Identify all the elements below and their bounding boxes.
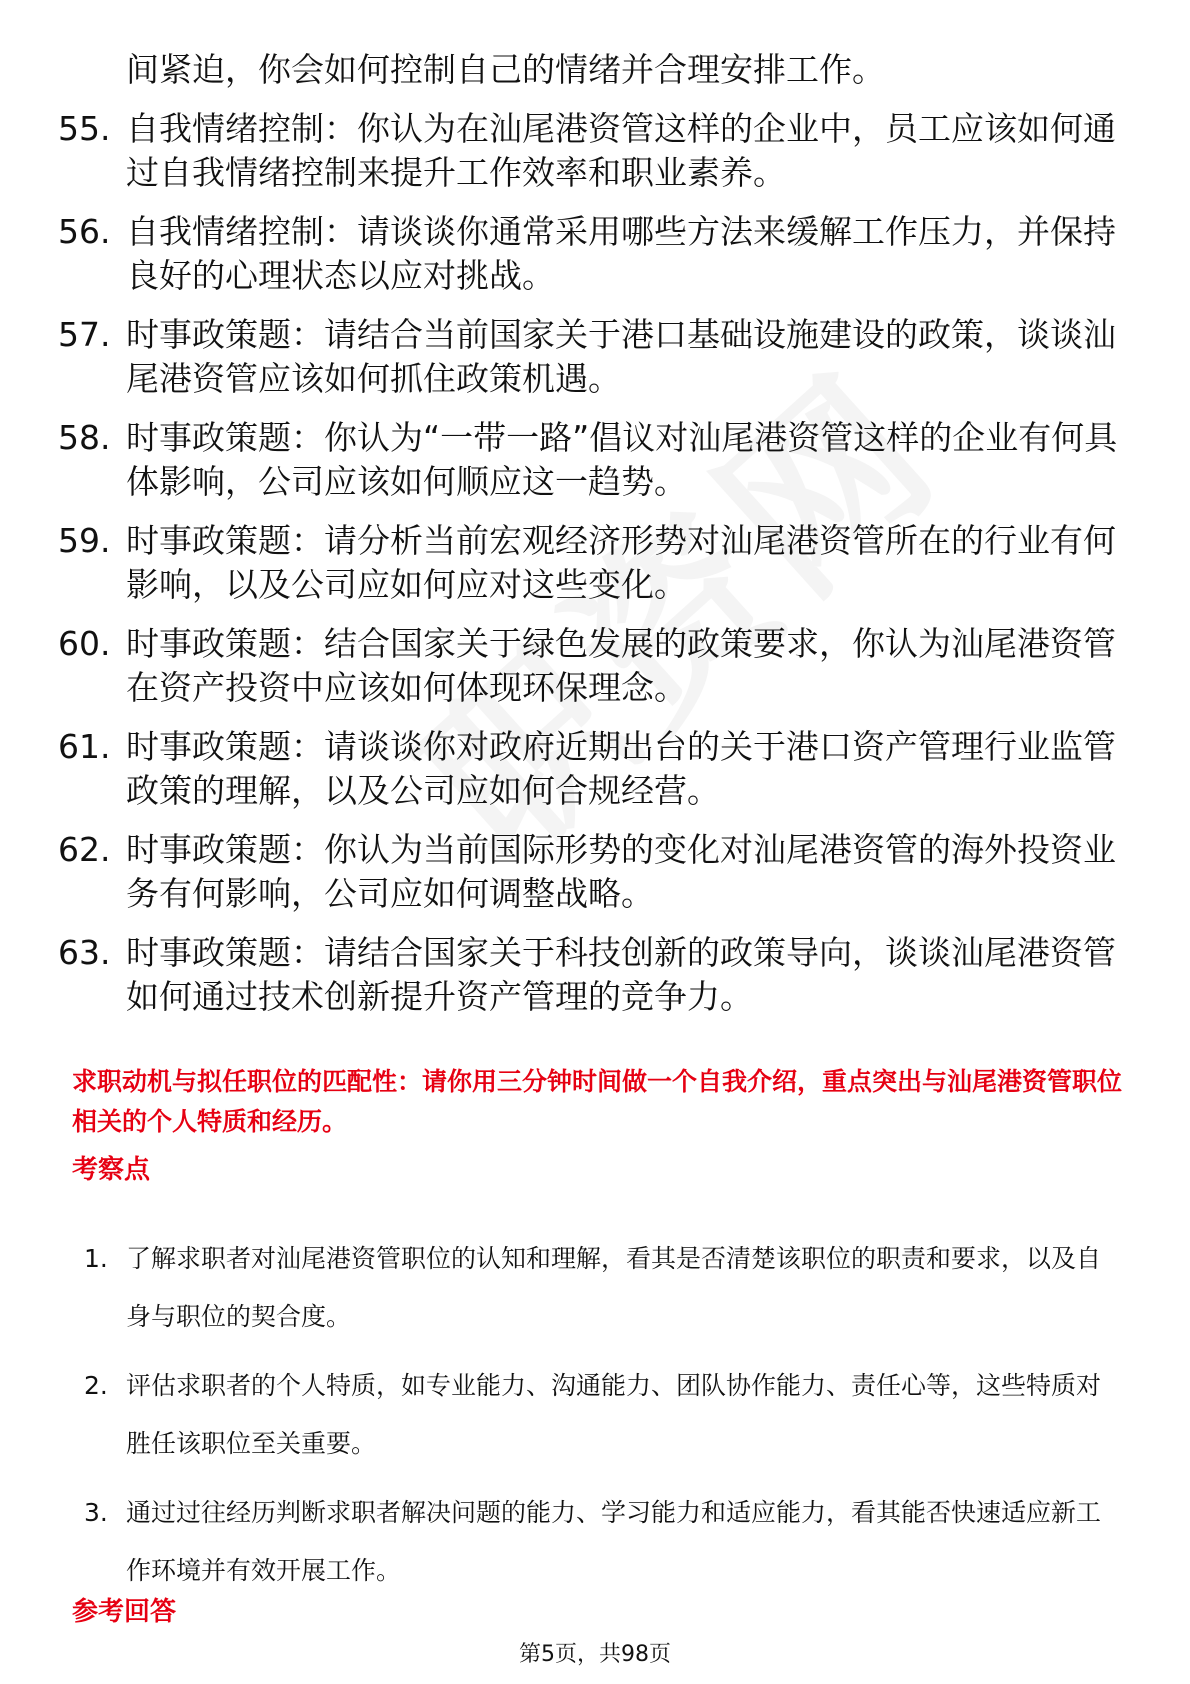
focus-point-number: 1. <box>84 1244 108 1273</box>
focus-point-list <box>84 1230 1124 1611</box>
question-item <box>58 519 1128 607</box>
question-text: 时事政策题：你认为当前国际形势的变化对汕尾港资管的海外投资业务有何影响，公司应如何调整战略。 <box>126 830 1116 913</box>
question-text: 时事政策题：请谈谈你对政府近期出台的关于港口资产管理行业监管政策的理解，以及公司应如何合规经营。 <box>126 727 1116 810</box>
question-number: 61. <box>58 727 111 766</box>
highlight-question: 求职动机与拟任职位的匹配性：请你用三分钟时间做一个自我介绍，重点突出与汕尾港资管职位相关的个人特质和经历。 <box>72 1067 1123 1136</box>
question-text: 自我情绪控制：你认为在汕尾港资管这样的企业中，员工应该如何通过自我情绪控制来提升工作效率和职业素养。 <box>126 109 1116 192</box>
question-item <box>58 210 1128 298</box>
focus-point-item <box>84 1357 1124 1473</box>
question-item <box>58 931 1128 1019</box>
question-number: 57. <box>58 315 111 354</box>
question-text: 时事政策题：请分析当前宏观经济形势对汕尾港资管所在的行业有何影响，以及公司应如何应对这些变化。 <box>126 521 1116 604</box>
question-text: 时事政策题：请结合国家关于科技创新的政策导向，谈谈汕尾港资管如何通过技术创新提升资产管理的竞争力。 <box>126 933 1116 1016</box>
section-focus-title: 考察点 <box>72 1155 151 1185</box>
section-answer-title: 参考回答 <box>72 1597 177 1627</box>
question-number: 56. <box>58 212 111 251</box>
question-number: 55. <box>58 109 111 148</box>
question-number: 59. <box>58 521 111 560</box>
focus-point-number: 3. <box>84 1498 108 1527</box>
question-text: 时事政策题：你认为“一带一路”倡议对汕尾港资管这样的企业有何具体影响，公司应该如何顺应这一趋势。 <box>126 418 1118 501</box>
focus-point-number: 2. <box>84 1371 108 1400</box>
question-item <box>58 416 1128 504</box>
focus-point-item <box>84 1484 1124 1600</box>
continuation-line: 间紧迫，你会如何控制自己的情绪并合理安排工作。 <box>126 50 885 89</box>
question-number: 63. <box>58 933 111 972</box>
question-number: 60. <box>58 624 111 663</box>
focus-point-text: 评估求职者的个人特质，如专业能力、沟通能力、团队协作能力、责任心等，这些特质对胜任该职位至关重要。 <box>126 1371 1102 1458</box>
question-text: 时事政策题：请结合当前国家关于港口基础设施建设的政策，谈谈汕尾港资管应该如何抓住政策机遇。 <box>126 315 1116 398</box>
focus-point-item <box>84 1230 1124 1346</box>
question-text: 自我情绪控制：请谈谈你通常采用哪些方法来缓解工作压力，并保持良好的心理状态以应对挑战。 <box>126 212 1116 295</box>
focus-point-text: 了解求职者对汕尾港资管职位的认知和理解，看其是否清楚该职位的职责和要求，以及自身与职位的契合度。 <box>126 1244 1102 1331</box>
question-item <box>58 622 1128 710</box>
question-item <box>58 107 1128 195</box>
question-item <box>58 828 1128 916</box>
page-footer: 第5页，共98页 <box>519 1642 671 1667</box>
question-item <box>58 313 1128 401</box>
focus-point-text: 通过过往经历判断求职者解决问题的能力、学习能力和适应能力，看其能否快速适应新工作环境并有效开展工作。 <box>126 1498 1102 1585</box>
question-list <box>58 48 1128 1019</box>
question-number: 62. <box>58 830 111 869</box>
question-number: 58. <box>58 418 111 457</box>
question-text: 时事政策题：结合国家关于绿色发展的政策要求，你认为汕尾港资管在资产投资中应该如何体现环保理念。 <box>126 624 1116 707</box>
question-item <box>58 725 1128 813</box>
